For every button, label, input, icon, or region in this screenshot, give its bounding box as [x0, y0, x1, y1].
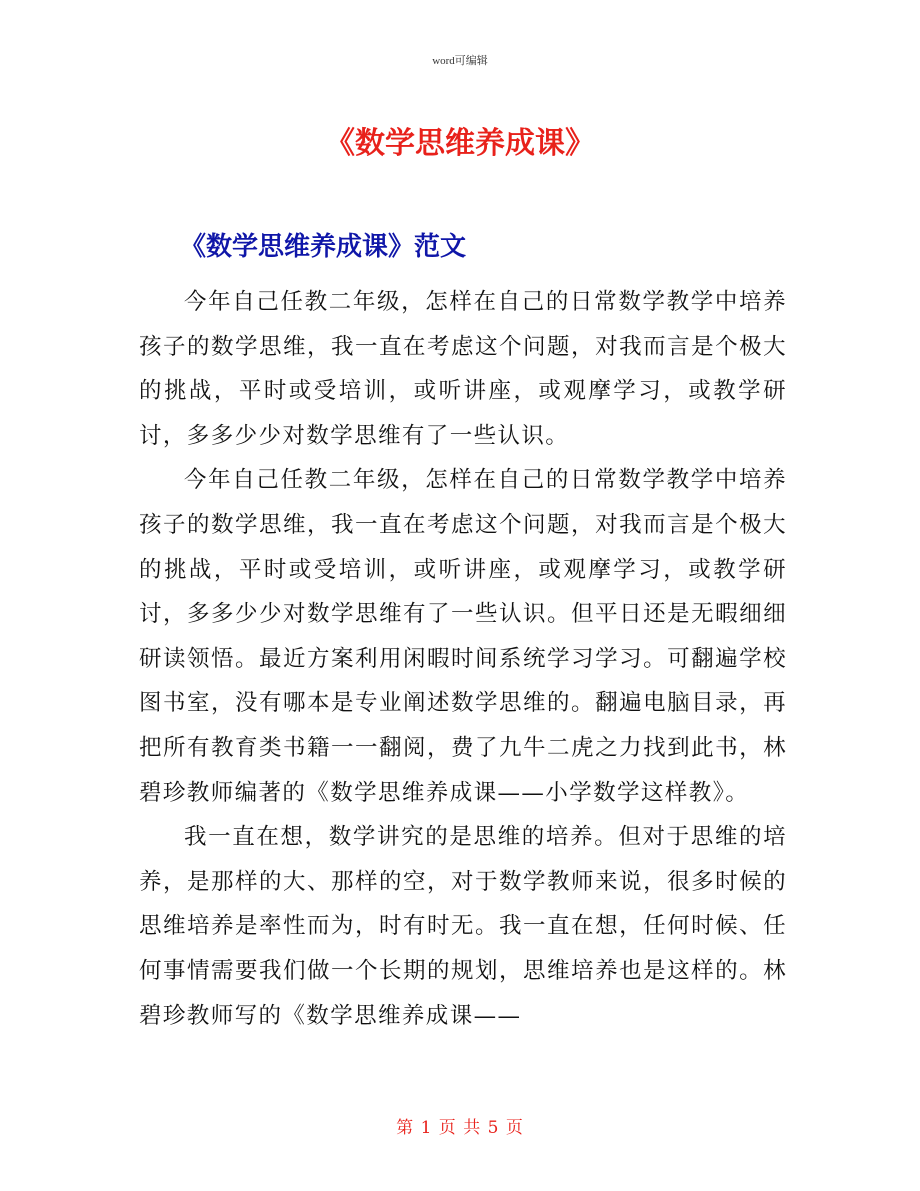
- page-number: 第 1 页 共 5 页: [396, 1118, 524, 1138]
- document-subtitle: 《数学思维养成课》范文: [180, 232, 467, 262]
- header-note: word可编辑: [432, 55, 488, 67]
- paragraph-2: 今年自己任教二年级，怎样在自己的日常数学教学中培养孩子的数学思维，我一直在考虑这个问题，对我而言是个极大的挑战，平时或受培训，或听讲座，或观摩学习，或教学研讨，多多少少对数学思维有了一些认识。但平日还是无暇细细研读领悟。最近方案利用闲暇时间系统学习学习。可翻遍学校图书室，没有哪本是专业阐述数学思维的。翻遍电脑目录，再把所有教育类书籍一一翻阅，费了九牛二虎之力找到此书，林碧珍教师编著的《数学思维养成课——小学数学这样教》。: [139, 467, 787, 806]
- document-body: [139, 280, 787, 1038]
- paragraph-3: 我一直在想，数学讲究的是思维的培养。但对于思维的培养，是那样的大、那样的空，对于数学教师来说，很多时候的思维培养是率性而为，时有时无。我一直在想，任何时候、任何事情需要我们做一个长期的规划，思维培养也是这样的。林碧珍教师写的《数学思维养成课——: [139, 824, 787, 1029]
- document-title: 《数学思维养成课》: [325, 126, 595, 161]
- paragraph-1: 今年自己任教二年级，怎样在自己的日常数学教学中培养孩子的数学思维，我一直在考虑这个问题，对我而言是个极大的挑战，平时或受培训，或听讲座，或观摩学习，或教学研讨，多多少少对数学思维有了一些认识。: [139, 289, 787, 449]
